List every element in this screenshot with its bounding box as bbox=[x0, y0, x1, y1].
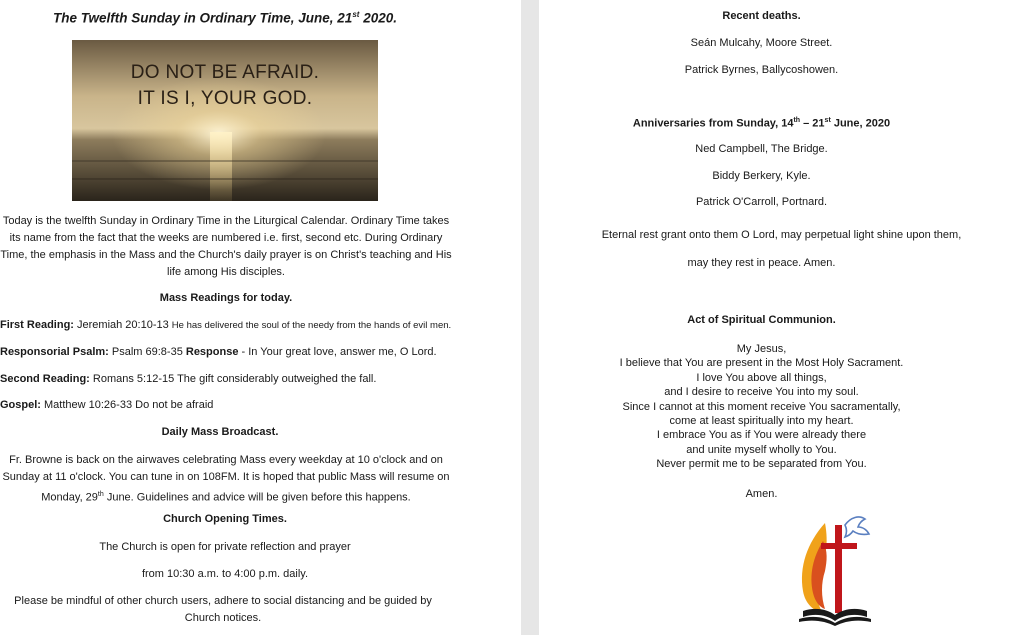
prayer-line: I embrace You as if You were already there bbox=[656, 429, 867, 442]
prayer-line: come at least spiritually into my heart. bbox=[669, 415, 854, 428]
banner-line-2: IT IS I, YOUR GOD. bbox=[137, 88, 313, 109]
communion-heading: Act of Spiritual Communion. bbox=[687, 314, 836, 326]
anniversaries-heading: Anniversaries from Sunday, 14th – 21st June, 2020 bbox=[632, 117, 891, 130]
prayer-line: My Jesus, bbox=[736, 343, 787, 355]
responsorial-psalm: Responsorial Psalm: Psalm 69:8-35 Response - In Your great love, answer me, O Lord. bbox=[0, 346, 437, 358]
right-page bbox=[539, 0, 1024, 635]
prayer-line: Never permit me to be separated from You. bbox=[656, 458, 867, 471]
anniversary-entry: Biddy Berkery, Kyle. bbox=[712, 170, 811, 182]
broadcast-heading: Daily Mass Broadcast. bbox=[161, 426, 279, 438]
cross-flame-dove-book-icon bbox=[795, 515, 875, 627]
opening-heading: Church Opening Times. bbox=[163, 513, 287, 525]
anniversary-entry: Ned Campbell, The Bridge. bbox=[695, 143, 828, 155]
amen-line: Amen. bbox=[745, 488, 778, 500]
page-title: The Twelfth Sunday in Ordinary Time, June, 21st 2020. bbox=[53, 10, 397, 26]
prayer-line: and I desire to receive You into my soul. bbox=[664, 386, 859, 399]
broadcast-paragraph: Fr. Browne is back on the airwaves celebrating Mass every weekday at 10 o'clock and on Sunday at 11 o'clock. You can tune in on 108FM. It is hoped that public Mass will resume on Monday, 29th June. Guidelines and advice will be given before this happens. bbox=[2, 454, 450, 504]
readings-heading: Mass Readings for today. bbox=[159, 292, 293, 304]
eternal-rest-line-2: may they rest in peace. Amen. bbox=[687, 257, 836, 269]
gospel-reading: Gospel: Matthew 10:26-33 Do not be afraid bbox=[0, 399, 214, 411]
deaths-heading: Recent deaths. bbox=[722, 10, 801, 22]
intro-paragraph: Today is the twelfth Sunday in Ordinary Time in the Liturgical Calendar. Ordinary Time takes its name from the fact that the weeks are numbered i.e. first, second etc. During Ordinary Time, the emphasis in the Mass and the Church's daily prayer is on Christ's teaching and His life among His disciples. bbox=[0, 215, 452, 278]
opening-line-2: from 10:30 a.m. to 4:00 p.m. daily. bbox=[141, 568, 309, 580]
opening-line-1: The Church is open for private reflection and prayer bbox=[99, 541, 351, 553]
anniversary-entry: Patrick O'Carroll, Portnard. bbox=[695, 196, 828, 208]
opening-line-3: Please be mindful of other church users, adhere to social distancing and be guided by Church notices. bbox=[14, 595, 432, 624]
prayer-line: I love You above all things, bbox=[696, 371, 827, 384]
eternal-rest-line-1: Eternal rest grant onto them O Lord, may perpetual light shine upon them, bbox=[601, 229, 962, 241]
second-reading: Second Reading: Romans 5:12-15 The gift considerably outweighed the fall. bbox=[0, 373, 377, 385]
death-entry: Seán Mulcahy, Moore Street. bbox=[690, 37, 833, 49]
sunset-banner-image bbox=[72, 40, 378, 201]
prayer-line: Since I cannot at this moment receive You sacramentally, bbox=[622, 400, 901, 413]
banner-line-1: DO NOT BE AFRAID. bbox=[130, 62, 320, 83]
first-reading: First Reading: Jeremiah 20:10-13 He has delivered the soul of the needy from the hands of evil men. bbox=[0, 319, 452, 331]
prayer-line: I believe that You are present in the Most Holy Sacrament. bbox=[619, 357, 904, 370]
communion-prayer bbox=[539, 342, 1004, 472]
prayer-line: and unite myself wholly to You. bbox=[686, 443, 837, 456]
death-entry: Patrick Byrnes, Ballycoshowen. bbox=[684, 64, 839, 76]
